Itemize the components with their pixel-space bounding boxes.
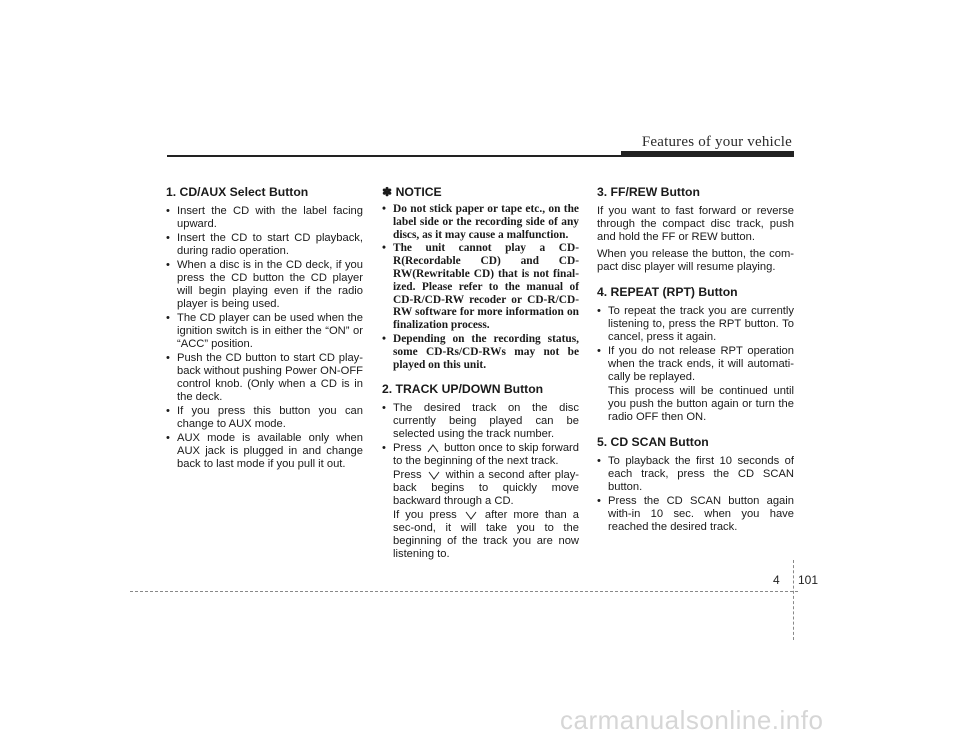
scan-list — [597, 455, 794, 534]
list-item: • Press the CD SCAN button again with-in 10 sec. when you have reached the desired track. — [597, 495, 794, 533]
notice-list — [382, 203, 579, 371]
list-item: • AUX mode is available only when AUX jack is plugged in and change back to last mode if you pull it out. — [166, 432, 363, 470]
heading-cd-aux-select: 1. CD/AUX Select Button — [166, 185, 309, 199]
watermark: carmanualsonline.info — [560, 705, 824, 735]
chevron-down-icon — [465, 510, 477, 520]
list-item: • The CD player can be used when the ignition switch is in either the “ON” or “ACC” position. — [166, 312, 363, 350]
cd-aux-list — [166, 205, 363, 471]
notice-title: ✽ NOTICE — [382, 185, 442, 199]
list-item: • The desired track on the disc currently being played can be selected using the track number. — [382, 402, 579, 441]
page-chapter-number: 4 — [773, 573, 780, 587]
list-item: • Insert the CD to start CD playback, during radio operation. — [166, 232, 363, 257]
list-item-continuation: Press within a second after play-back begins to quickly move backward through a CD. — [393, 469, 580, 508]
column-cd-aux — [166, 185, 363, 472]
heading-cd-scan: 5. CD SCAN Button — [597, 435, 709, 449]
list-item: • To playback the first 10 seconds of each track, press the CD SCAN button. — [597, 455, 794, 493]
heading-track-up-down: 2. TRACK UP/DOWN Button — [382, 382, 544, 397]
chevron-down-icon — [428, 470, 440, 480]
list-item: • Depending on the recording status, some CD-Rs/CD-RWs may not be played on this unit. — [382, 332, 579, 371]
column-notice-track — [382, 185, 579, 562]
chevron-up-icon — [427, 443, 439, 453]
footer-divider — [793, 560, 794, 640]
list-item: • Push the CD button to start CD play-back without pushing Power ON-OFF control knob. (Only when a CD is in the deck. — [166, 352, 363, 403]
page-header-title: Features of your vehicle — [641, 134, 792, 150]
list-item: • To repeat the track you are currently listening to, press the RPT button. To cancel, press it again. — [597, 305, 794, 343]
column-ff-rpt-scan — [597, 185, 794, 535]
list-item: • Insert the CD with the label facing upward. — [166, 205, 363, 230]
repeat-list — [597, 305, 794, 424]
heading-ff-rew: 3. FF/REW Button — [597, 185, 700, 199]
track-list — [382, 402, 579, 561]
list-item: • If you do not release RPT operation when the track ends, it will automati-cally be replayed. This process will be continued until you push the button again or turn the radio OFF then ON. — [597, 345, 794, 423]
ff-rew-paragraph: If you want to fast forward or reverse through the compact disc track, push and hold the FF or REW button. — [597, 205, 794, 243]
list-item-continuation: This process will be continued until you push the button again or turn the radio OFF then ON. — [608, 385, 794, 423]
list-item: • The unit cannot play a CD-R(Recordable CD) and CD-RW(Rewritable CD) that is not final-ized. Please refer to the manual of CD-R/CD-RW recoder or CD-R/CD-RW software for more information on finalization process. — [382, 242, 579, 332]
ff-rew-paragraph: When you release the button, the com-pact disc player will resume playing. — [597, 248, 794, 273]
list-item: • When a disc is in the CD deck, if you press the CD button the CD player will begin playing even if the radio player is being used. — [166, 259, 363, 310]
header-rule-accent — [621, 151, 794, 156]
list-item: • Press button once to skip forward to the beginning of the next track. Press within a second after play-back begins to quickly move backward through a CD. If you press after more than a sec-ond, it will take you to the beginning of the track you are now listening to. — [382, 442, 580, 561]
page-number: 101 — [798, 573, 819, 587]
heading-repeat: 4. REPEAT (RPT) Button — [597, 285, 738, 299]
list-item: • Do not stick paper or tape etc., on the label side or the recording side of any discs, as it may cause a malfunction. — [382, 203, 579, 241]
list-item-continuation: If you press after more than a sec-ond, it will take you to the beginning of the track you are now listening to. — [393, 509, 580, 561]
footer-rule — [130, 591, 798, 592]
list-item: • If you press this button you can change to AUX mode. — [166, 405, 363, 430]
